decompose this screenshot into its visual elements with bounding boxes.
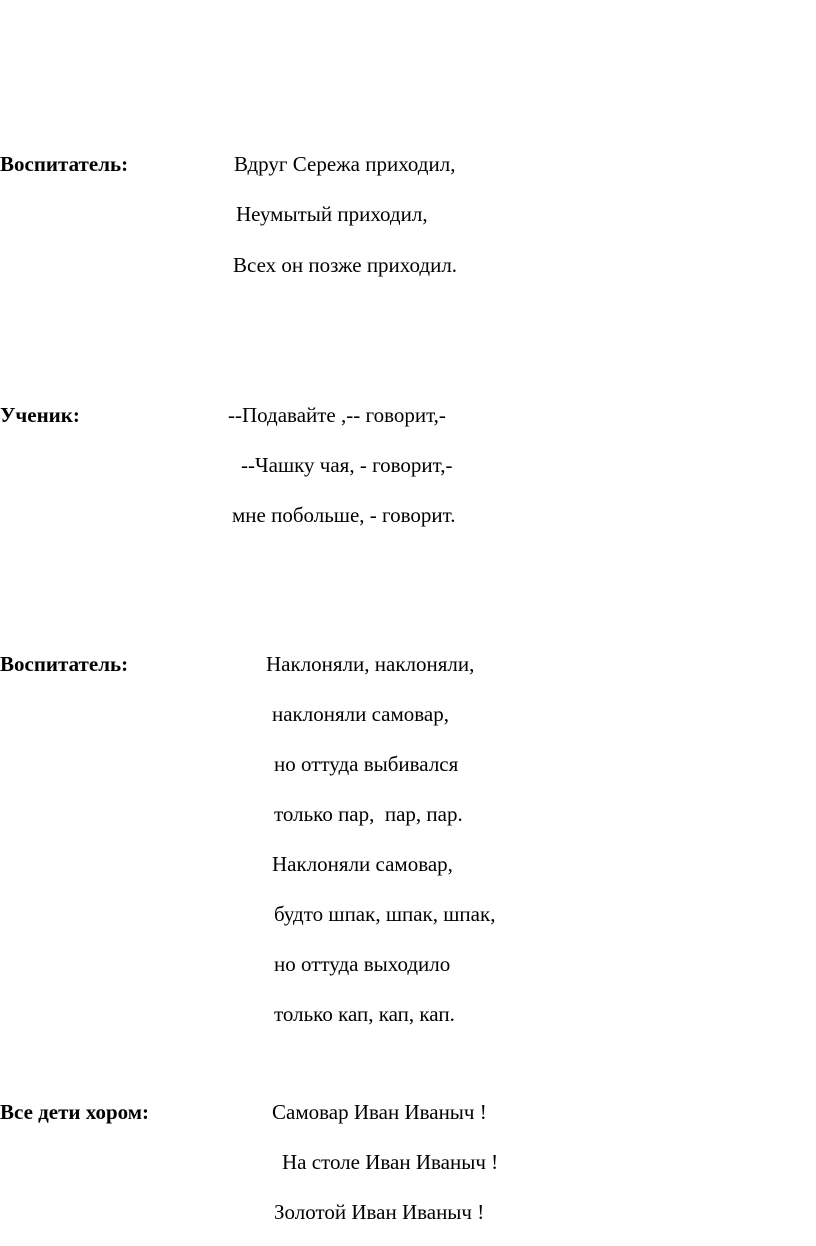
speaker-label: Воспитатель: [0, 152, 129, 176]
verse-line: будто шпак, шпак, шпак, [274, 902, 496, 926]
verse-line: наклоняли самовар, [272, 702, 450, 726]
verse-line: --Чашку чая, - говорит,- [241, 453, 453, 477]
speaker-label: Воспитатель: [0, 652, 129, 676]
verse-line: Самовар Иван Иваныч ! [272, 1100, 487, 1124]
verse-line: --Подавайте ,-- говорит,- [228, 403, 446, 427]
verse-line: мне побольше, - говорит. [232, 503, 456, 527]
verse-line: Золотой Иван Иваныч ! [274, 1200, 485, 1224]
verse-line: Неумытый приходил, [236, 202, 428, 226]
verse-line: Наклоняли самовар, [272, 852, 453, 876]
verse-line: Вдруг Сережа приходил, [234, 152, 456, 176]
verse-line: но оттуда выбивался [274, 752, 459, 776]
speaker-label: Ученик: [0, 403, 80, 427]
verse-line: только кап, кап, кап. [274, 1002, 455, 1026]
verse-line: только пар, пар, пар. [274, 802, 463, 826]
verse-line: но оттуда выходило [274, 952, 451, 976]
speaker-label: Все дети хором: [0, 1100, 150, 1124]
verse-line: На столе Иван Иваныч ! [282, 1150, 499, 1174]
verse-line: Всех он позже приходил. [233, 253, 458, 277]
verse-line: Наклоняли, наклоняли, [266, 652, 475, 676]
